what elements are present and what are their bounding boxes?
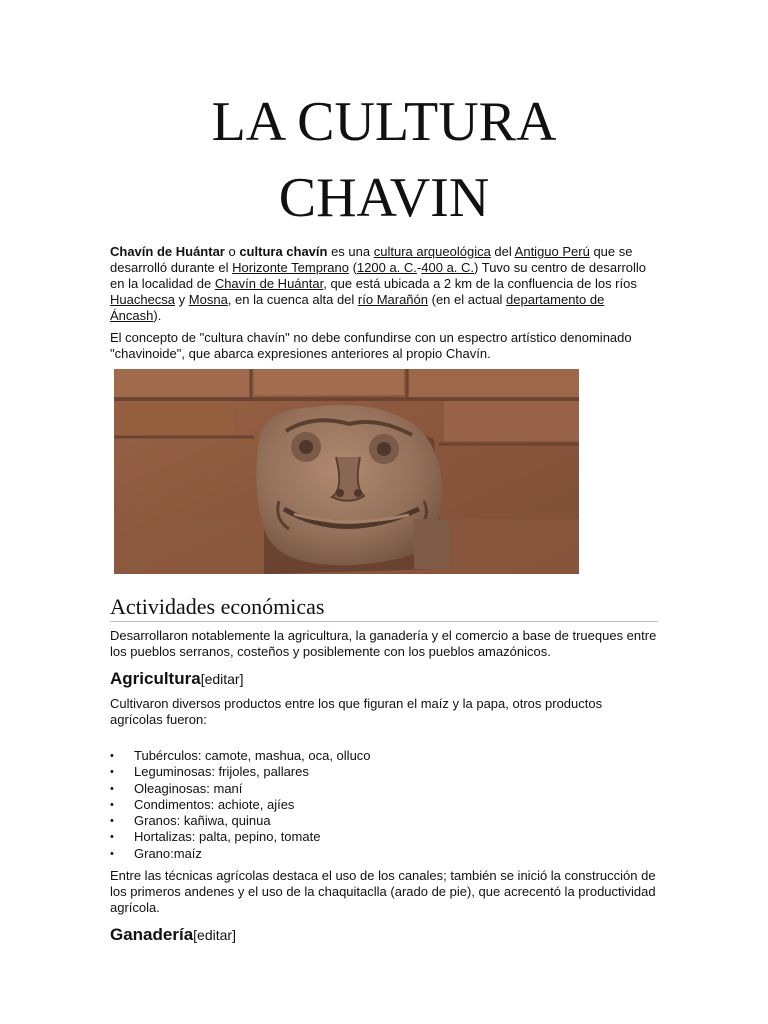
link-400-ac[interactable]: 400 a. C. bbox=[421, 260, 475, 275]
term-cultura-chavin: cultura chavín bbox=[239, 244, 328, 259]
edit-link-ganaderia[interactable]: [editar] bbox=[193, 927, 236, 944]
subheading-ganaderia-label: Ganadería bbox=[110, 925, 194, 945]
intro-paragraph bbox=[110, 244, 658, 324]
list-item: • Hortalizas: palta, pepino, tomate bbox=[110, 829, 658, 845]
link-departamento-ancash[interactable]: departamento de Áncash bbox=[110, 292, 605, 323]
link-rio-maranon[interactable]: río Marañón bbox=[357, 292, 428, 307]
intro-text: es una bbox=[327, 244, 374, 259]
intro-text: y bbox=[175, 292, 189, 307]
intro-text: del bbox=[490, 244, 515, 259]
intro-text: , en la cuenca alta del bbox=[227, 292, 358, 307]
list-item: • Condimentos: achiote, ajíes bbox=[110, 797, 658, 813]
link-mosna[interactable]: Mosna bbox=[188, 292, 228, 307]
economy-paragraph: Desarrollaron notablemente la agricultura, la ganadería y el comercio a base de trueques entre los pueblos serranos, costeños y posiblemente con los pueblos amazónicos. bbox=[110, 628, 657, 659]
subheading-ganaderia bbox=[110, 924, 658, 946]
edit-link-agricultura[interactable]: [editar] bbox=[200, 671, 244, 687]
techniques-paragraph: Entre las técnicas agrícolas destaca el uso de los canales; también se inició la construcción de los primeros andenes y el uso de la chaquitaclla (arado de pie), que acrecentó la productividad agrícola. bbox=[110, 868, 656, 916]
concept-paragraph: El concepto de "cultura chavín" no debe confundirse con un espectro artístico denominado "chavinoide", que abarca expresiones anteriores al propio Chavín. bbox=[110, 330, 632, 361]
intro-text: ). bbox=[153, 308, 162, 323]
intro-text: ) Tuvo su centro de desarrollo en la localidad de bbox=[110, 260, 647, 291]
link-antiguo-peru[interactable]: Antiguo Perú bbox=[514, 244, 590, 259]
link-1200-ac[interactable]: 1200 a. C. bbox=[356, 260, 417, 275]
crops-list bbox=[110, 748, 658, 862]
intro-text: , que está ubicada a 2 km de la confluencia de los ríos bbox=[323, 276, 637, 291]
link-horizonte-temprano[interactable]: Horizonte Temprano bbox=[232, 260, 349, 275]
page-title bbox=[110, 84, 658, 236]
link-chavin-de-huantar[interactable]: Chavín de Huántar bbox=[214, 276, 324, 291]
intro-text: o bbox=[224, 244, 240, 259]
subheading-agricultura bbox=[110, 668, 658, 690]
list-item: • Grano:maíz bbox=[110, 846, 658, 862]
intro-text: - bbox=[416, 260, 422, 275]
intro-text: ( bbox=[348, 260, 357, 275]
intro-text: (en el actual bbox=[428, 292, 507, 307]
section-heading-economia: Actividades económicas bbox=[110, 594, 658, 622]
list-item: • Granos: kañiwa, quinua bbox=[110, 813, 658, 829]
list-item: • Leguminosas: frijoles, pallares bbox=[110, 764, 658, 780]
term-chavin-huantar: Chavín de Huántar bbox=[110, 244, 225, 259]
list-item: • Oleaginosas: maní bbox=[110, 781, 658, 797]
title-line-2: CHAVIN bbox=[278, 167, 490, 229]
subheading-agricultura-label: Agricultura bbox=[110, 669, 201, 688]
document-page bbox=[110, 0, 658, 946]
link-cultura-arqueologica[interactable]: cultura arqueológica bbox=[373, 244, 491, 259]
stone-head-photo bbox=[114, 369, 579, 574]
title-line-1: LA CULTURA bbox=[211, 91, 557, 153]
agriculture-paragraph: Cultivaron diversos productos entre los que figuran el maíz y la papa, otros productos agrícolas fueron: bbox=[110, 696, 603, 727]
list-item: • Tubérculos: camote, mashua, oca, olluco bbox=[110, 748, 658, 764]
intro-text: que se desarrolló durante el bbox=[110, 244, 633, 275]
link-huachecsa[interactable]: Huachecsa bbox=[110, 292, 176, 307]
